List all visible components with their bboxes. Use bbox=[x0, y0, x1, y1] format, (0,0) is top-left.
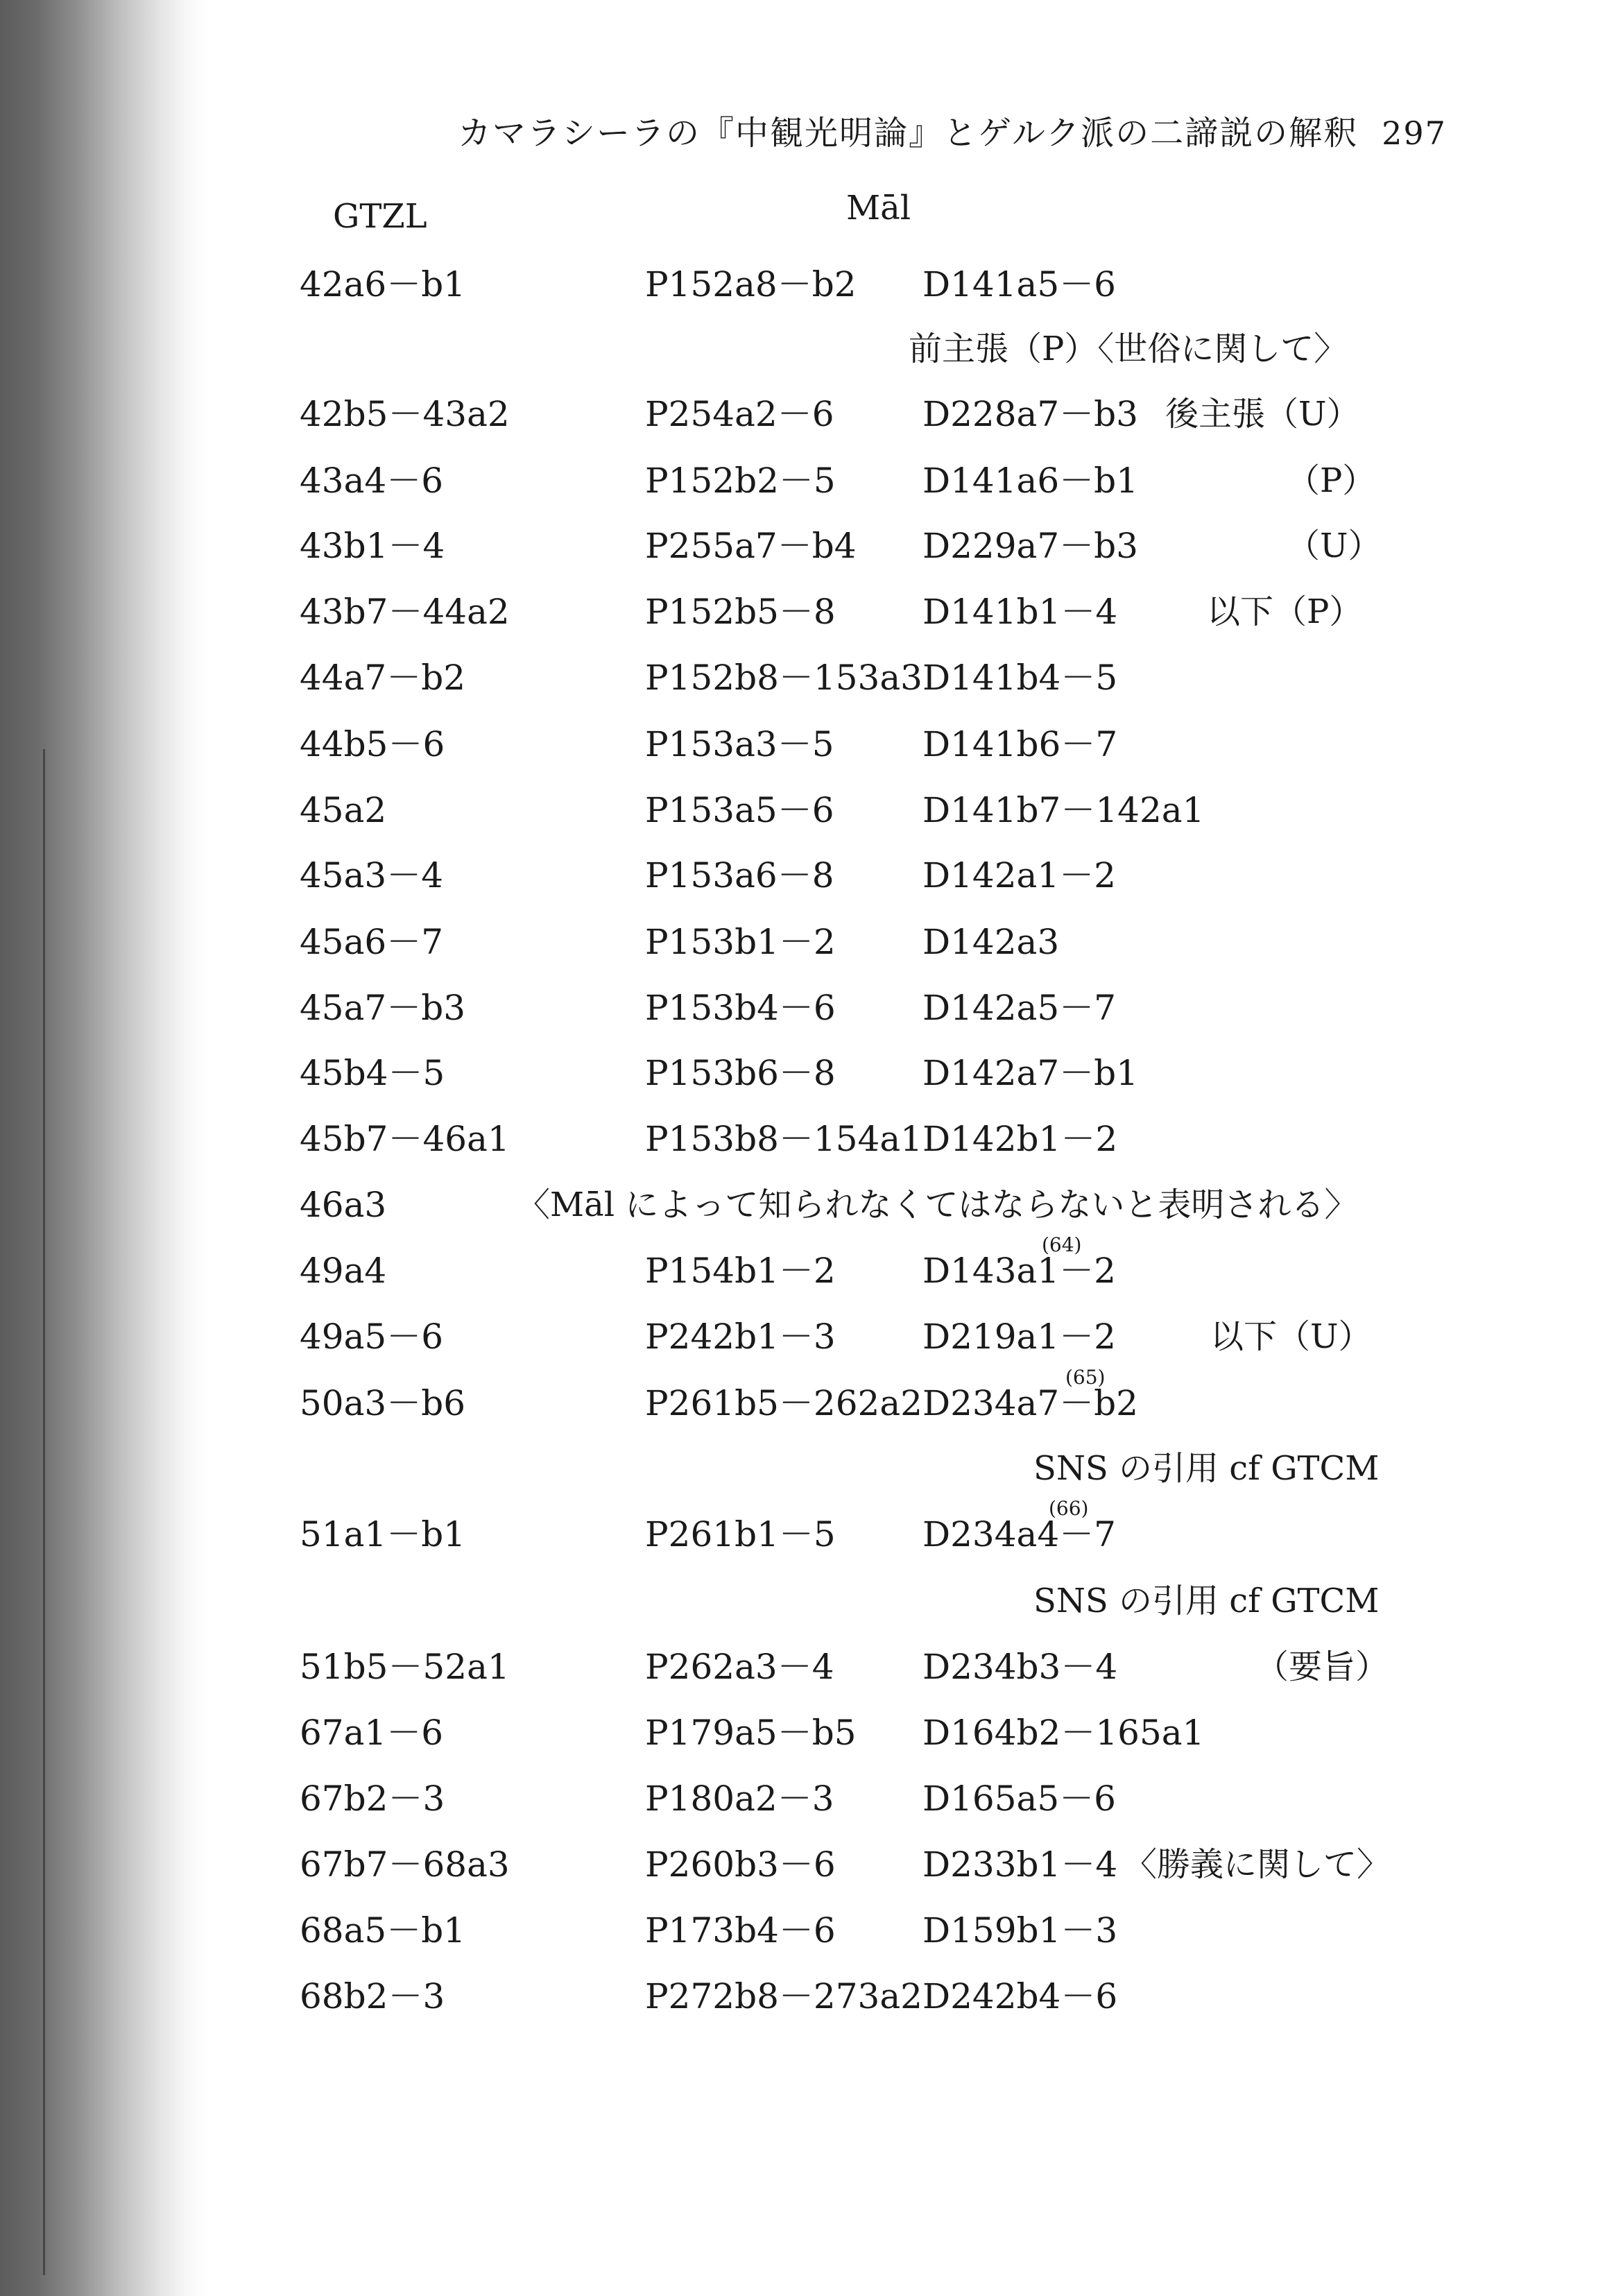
peking-ref: P242b1－3 bbox=[645, 1317, 836, 1357]
peking-ref: P173b4－6 bbox=[645, 1910, 836, 1951]
gtzl-ref: 49a5－6 bbox=[300, 1317, 444, 1357]
gtzl-ref: 49a4 bbox=[300, 1251, 387, 1291]
running-head-title: カマラシーラの『中観光明論』とゲルク派の二諦説の解釈 bbox=[458, 114, 1359, 153]
table-row bbox=[0, 1497, 1623, 1559]
table-row bbox=[0, 390, 1623, 438]
peking-ref: P261b5－262a2 bbox=[645, 1383, 922, 1423]
row-note: （要旨） bbox=[1255, 1647, 1389, 1686]
table-row bbox=[0, 1049, 1623, 1097]
gtzl-ref: 68b2－3 bbox=[300, 1976, 445, 2016]
peking-ref: P153a3－5 bbox=[645, 724, 834, 764]
row-note: 後主張（U） bbox=[1165, 395, 1360, 434]
table-row bbox=[0, 653, 1623, 702]
table-row bbox=[0, 1312, 1623, 1361]
gtzl-ref: 45b4－5 bbox=[300, 1053, 445, 1093]
gtzl-ref: 43a4－6 bbox=[300, 461, 444, 501]
table-row bbox=[0, 1577, 1623, 1625]
table-row bbox=[0, 918, 1623, 966]
page-number: 297 bbox=[1382, 114, 1447, 152]
peking-ref: P272b8－273a2 bbox=[645, 1976, 922, 2016]
derge-ref: D234a7－b2 bbox=[922, 1383, 1138, 1423]
derge-ref: D164b2－165a1 bbox=[922, 1713, 1205, 1753]
row-note: 前主張（P）〈世俗に関して〉 bbox=[909, 329, 1348, 368]
derge-ref: D141b7－142a1 bbox=[922, 790, 1205, 830]
gtzl-ref: 67a1－6 bbox=[300, 1713, 444, 1753]
table-row bbox=[0, 1643, 1623, 1691]
table-row bbox=[0, 786, 1623, 834]
table-row bbox=[0, 1181, 1623, 1229]
gtzl-ref: 67b7－68a3 bbox=[300, 1844, 510, 1885]
row-note: 以下（U） bbox=[1210, 1317, 1372, 1356]
row-note: SNS の引用 cf GTCM bbox=[1033, 1449, 1380, 1488]
peking-ref: P153b8－154a1 bbox=[645, 1119, 922, 1159]
peking-ref: P154b1－2 bbox=[645, 1251, 836, 1291]
footnote-marker: (65) bbox=[1065, 1366, 1106, 1389]
table-row bbox=[0, 1708, 1623, 1757]
derge-ref: D142a7－b1 bbox=[922, 1053, 1138, 1093]
derge-ref: D233b1－4 bbox=[922, 1844, 1118, 1885]
derge-ref: D142a5－7 bbox=[922, 988, 1116, 1028]
table-row bbox=[0, 260, 1623, 309]
derge-ref: D142b1－2 bbox=[922, 1119, 1118, 1159]
peking-ref: P260b3－6 bbox=[645, 1844, 836, 1885]
footnote-marker: (66) bbox=[1049, 1497, 1089, 1520]
derge-ref: D234b3－4 bbox=[922, 1647, 1118, 1687]
derge-ref: D142a1－2 bbox=[922, 855, 1116, 896]
peking-ref: P255a7－b4 bbox=[645, 526, 857, 566]
derge-ref: D165a5－6 bbox=[922, 1779, 1116, 1819]
table-row bbox=[0, 1444, 1623, 1493]
footnote-marker: (64) bbox=[1042, 1233, 1082, 1256]
gtzl-ref: 44b5－6 bbox=[300, 724, 445, 764]
table-row bbox=[0, 325, 1623, 373]
table-row bbox=[0, 984, 1623, 1032]
gtzl-ref: 43b7－44a2 bbox=[300, 592, 510, 632]
gtzl-ref: 45a2 bbox=[300, 790, 387, 830]
derge-ref: D141a6－b1 bbox=[922, 461, 1138, 501]
row-note: 以下（P） bbox=[1207, 592, 1363, 631]
derge-ref: D229a7－b3 bbox=[922, 526, 1138, 566]
table-row bbox=[0, 1233, 1623, 1295]
peking-ref: P261b1－5 bbox=[645, 1514, 836, 1554]
gtzl-ref: 45a7－b3 bbox=[300, 988, 466, 1028]
derge-ref: D142a3 bbox=[922, 922, 1060, 962]
peking-ref: P262a3－4 bbox=[645, 1647, 834, 1687]
table-row bbox=[0, 1906, 1623, 1955]
derge-ref: D219a1－2 bbox=[922, 1317, 1116, 1357]
peking-ref: P179a5－b5 bbox=[645, 1713, 857, 1753]
peking-ref: P153a6－8 bbox=[645, 855, 834, 896]
peking-ref: P153a5－6 bbox=[645, 790, 834, 830]
gtzl-ref: 67b2－3 bbox=[300, 1779, 445, 1819]
table-row bbox=[0, 1115, 1623, 1163]
peking-ref: P152b2－5 bbox=[645, 461, 836, 501]
derge-ref: D234a4－7 bbox=[922, 1514, 1116, 1554]
derge-ref: D141b4－5 bbox=[922, 658, 1118, 698]
running-head bbox=[458, 112, 1447, 154]
table-row bbox=[0, 1366, 1623, 1428]
row-note: SNS の引用 cf GTCM bbox=[1033, 1582, 1380, 1620]
gtzl-ref: 46a3 bbox=[300, 1185, 387, 1225]
gtzl-ref: 68a5－b1 bbox=[300, 1910, 466, 1951]
table-row bbox=[0, 588, 1623, 636]
gtzl-ref: 43b1－4 bbox=[300, 526, 445, 566]
peking-ref: P152b5－8 bbox=[645, 592, 836, 632]
gtzl-ref: 45b7－46a1 bbox=[300, 1119, 510, 1159]
peking-ref: P180a2－3 bbox=[645, 1779, 834, 1819]
column-header-gtzl: GTZL bbox=[333, 197, 427, 236]
table-row bbox=[0, 522, 1623, 570]
table-row bbox=[0, 456, 1623, 505]
peking-ref: P152a8－b2 bbox=[645, 264, 857, 305]
derge-ref: D159b1－3 bbox=[922, 1910, 1118, 1951]
peking-ref: P153b4－6 bbox=[645, 988, 836, 1028]
derge-ref: D228a7－b3 bbox=[922, 394, 1138, 434]
gtzl-ref: 45a6－7 bbox=[300, 922, 444, 962]
column-header-mal: Māl bbox=[846, 189, 911, 228]
table-row bbox=[0, 1972, 1623, 2021]
derge-ref: D141a5－6 bbox=[922, 264, 1116, 305]
gtzl-ref: 44a7－b2 bbox=[300, 658, 466, 698]
derge-ref: D242b4－6 bbox=[922, 1976, 1118, 2016]
row-note: 〈勝義に関して〉 bbox=[1124, 1845, 1391, 1884]
peking-ref: P254a2－6 bbox=[645, 394, 834, 434]
row-note: 〈Māl によって知られなくてはならないと表明される〉 bbox=[517, 1185, 1358, 1224]
table-row bbox=[0, 1840, 1623, 1889]
table-row bbox=[0, 720, 1623, 769]
peking-ref: P153b1－2 bbox=[645, 922, 836, 962]
gtzl-ref: 45a3－4 bbox=[300, 855, 444, 896]
derge-ref: D141b6－7 bbox=[922, 724, 1118, 764]
derge-ref: D141b1－4 bbox=[922, 592, 1118, 632]
gtzl-ref: 50a3－b6 bbox=[300, 1383, 466, 1423]
gtzl-ref: 42a6－b1 bbox=[300, 264, 466, 305]
table-row bbox=[0, 851, 1623, 900]
row-note: （P） bbox=[1287, 461, 1376, 500]
row-note: （U） bbox=[1287, 526, 1382, 565]
gtzl-ref: 42b5－43a2 bbox=[300, 394, 510, 434]
gtzl-ref: 51a1－b1 bbox=[300, 1514, 466, 1554]
peking-ref: P153b6－8 bbox=[645, 1053, 836, 1093]
table-row bbox=[0, 1774, 1623, 1823]
derge-ref: D143a1－2 bbox=[922, 1251, 1116, 1291]
peking-ref: P152b8－153a3 bbox=[645, 658, 922, 698]
gtzl-ref: 51b5－52a1 bbox=[300, 1647, 510, 1687]
